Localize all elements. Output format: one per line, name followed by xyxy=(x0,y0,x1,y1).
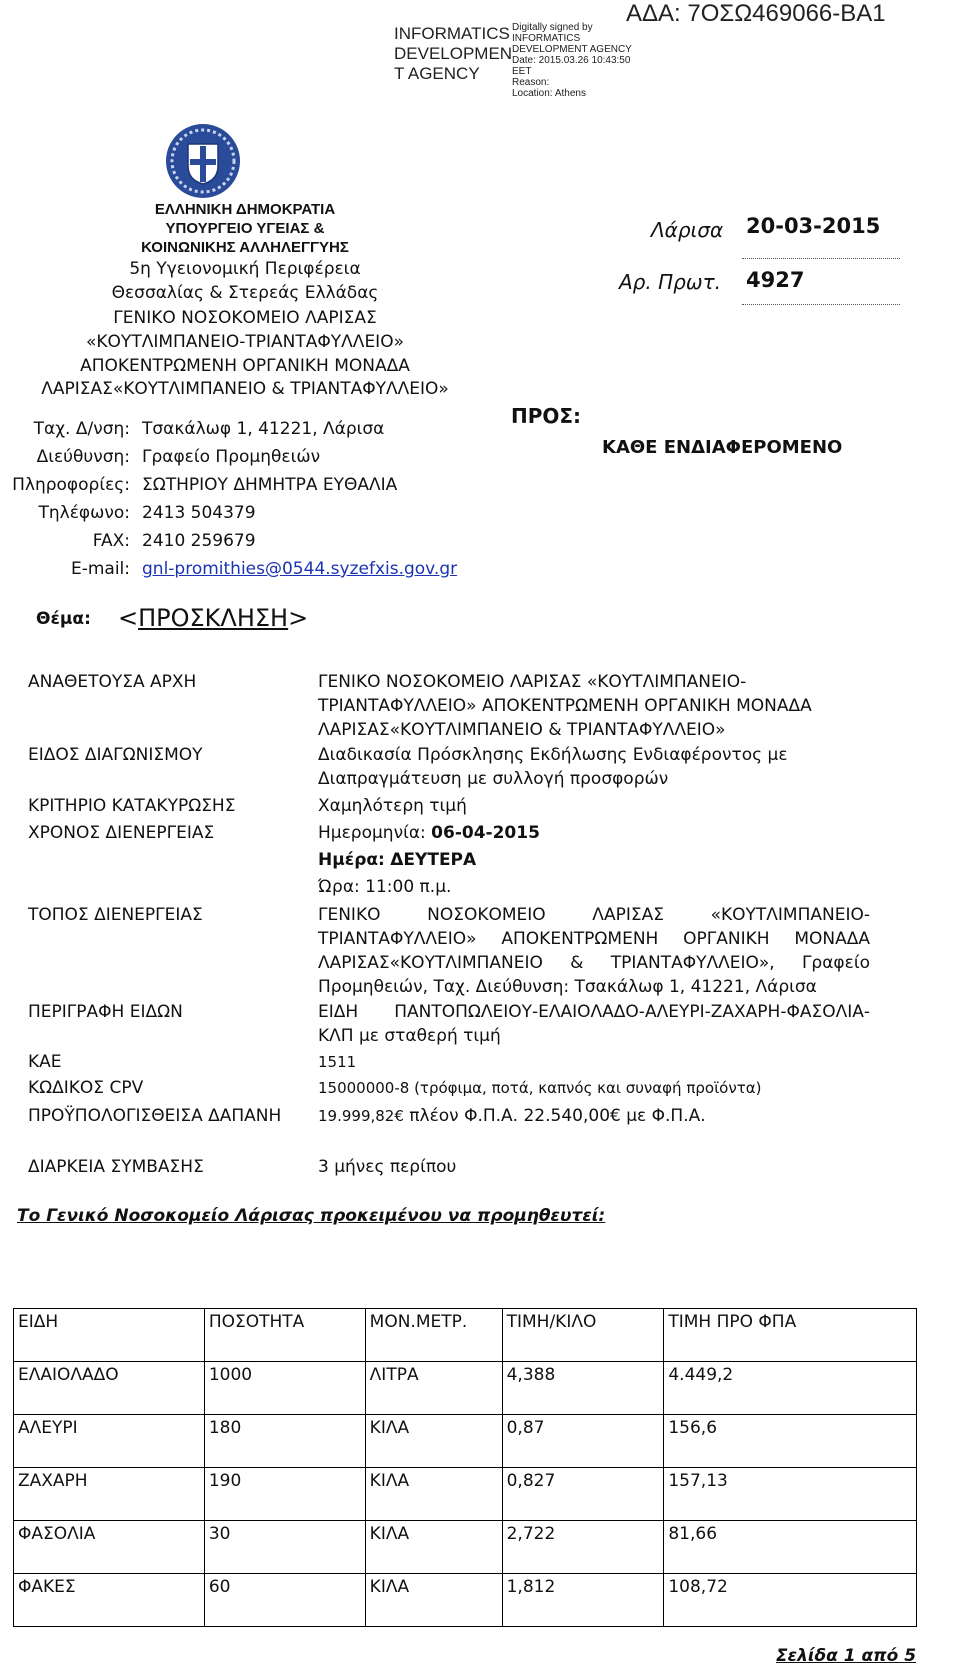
time-date-label: Ημερομηνία: xyxy=(318,823,426,843)
place-label: ΤΟΠΟΣ ΔΙΕΝΕΡΓΕΙΑΣ xyxy=(28,905,203,925)
time-label: ΧΡΟΝΟΣ ΔΙΕΝΕΡΓΕΙΑΣ xyxy=(28,823,215,843)
cell-unit: ΚΙΛΑ xyxy=(365,1574,502,1627)
cell-quantity: 60 xyxy=(204,1574,365,1627)
description-label: ΠΕΡΙΓΡΑΦΗ ΕΙΔΩΝ xyxy=(28,1002,183,1022)
contact-address: Τσακάλωφ 1, 41221, Λάρισα xyxy=(142,419,385,439)
cell-price-per-kilo: 2,722 xyxy=(502,1521,664,1574)
table-header-row xyxy=(14,1309,917,1362)
cell-unit: ΛΙΤΡΑ xyxy=(365,1362,502,1415)
info-row-kae xyxy=(28,1050,908,1074)
cpv-value: 15000000-8 (τρόφιμα, ποτά, καπνός και συναφή προϊόντα) xyxy=(318,1079,762,1097)
time-day: ΔΕΥΤΕΡΑ xyxy=(390,850,477,870)
subject-close-bracket: > xyxy=(288,604,309,632)
cell-price-per-kilo: 0,87 xyxy=(502,1415,664,1468)
authority-value: ΓΕΝΙΚΟ ΝΟΣΟΚΟΜΕΙΟ ΛΑΡΙΣΑΣ «ΚΟΥΤΛΙΜΠΑΝΕΙΟ-ΤΡΙΑΝΤΑΦΥΛΛΕΙΟ» ΑΠΟΚΕΝΤΡΩΜΕΝΗ ΟΡΓΑΝΙΚΗ ΜΟΝΑΔΑ ΛΑΡΙΣΑΣ«ΚΟΥΤΛΙΜΠΑΝΕΙΟ & ΤΡΙΑΝΤΑΦΥΛΛΕΙΟ» xyxy=(318,672,812,740)
items-table xyxy=(13,1308,917,1627)
info-row-criterion xyxy=(28,794,908,818)
cell-quantity: 30 xyxy=(204,1521,365,1574)
header-price-per-kilo: ΤΙΜΗ/ΚΙΛΟ xyxy=(502,1309,664,1362)
city-label: Λάρισα xyxy=(651,218,724,242)
contact-email-link[interactable]: gnl-promithies@0544.syzefxis.gov.gr xyxy=(142,559,458,579)
subject-open-bracket: < xyxy=(118,604,139,632)
header-quantity: ΠΟΣΟΤΗΤΑ xyxy=(204,1309,365,1362)
header-region: 5η Υγειονομική Περιφέρεια xyxy=(129,259,361,279)
contact-phone-label: Τηλέφωνο: xyxy=(38,503,130,523)
table-row xyxy=(14,1574,917,1627)
recipient: ΚΑΘΕ ΕΝΔΙΑΦΕΡΟΜΕΝΟ xyxy=(602,437,843,458)
cell-price-before-vat: 4.449,2 xyxy=(664,1362,917,1415)
cell-item: ΖΑΧΑΡΗ xyxy=(14,1468,205,1521)
budget-value xyxy=(318,1104,898,1128)
cell-price-before-vat: 157,13 xyxy=(664,1468,917,1521)
cell-item: ΦΑΚΕΣ xyxy=(14,1574,205,1627)
info-row-place xyxy=(28,903,908,999)
info-row-description xyxy=(28,1000,908,1048)
header-price-before-vat: ΤΙΜΗ ΠΡΟ ΦΠΑ xyxy=(664,1309,917,1362)
contact-phone: 2413 504379 xyxy=(142,503,256,523)
contact-direction-label: Διεύθυνση: xyxy=(36,447,130,467)
signature-details: Digitally signed by INFORMATICS DEVELOPMENT AGENCY Date: 2015.03.26 10:43:50 EET Reason: Location: Athens xyxy=(512,22,632,99)
budget-gross: πλέον Φ.Π.Α. 22.540,00€ με Φ.Π.Α. xyxy=(409,1106,706,1126)
header-hospital: ΓΕΝΙΚΟ ΝΟΣΟΚΟΜΕΙΟ ΛΑΡΙΣΑΣ xyxy=(113,308,377,328)
budget-net: 19.999,82€ xyxy=(318,1107,404,1125)
type-value: Διαδικασία Πρόσκλησης Εκδήλωσης Ενδιαφέροντος με Διαπραγμάτευση με συλλογή προσφορών xyxy=(318,745,788,789)
contact-address-row xyxy=(0,415,457,443)
cell-item: ΦΑΣΟΛΙΑ xyxy=(14,1521,205,1574)
header-ministry: ΥΠΟΥΡΓΕΙΟ ΥΓΕΙΑΣ & xyxy=(165,220,325,237)
contact-fax-label: FAX: xyxy=(92,531,130,551)
table-row xyxy=(14,1362,917,1415)
duration-label: ΔΙΑΡΚΕΙΑ ΣΥΜΒΑΣΗΣ xyxy=(28,1157,204,1177)
cpv-label: ΚΩΔΙΚΟΣ CPV xyxy=(28,1078,144,1098)
info-row-cpv xyxy=(28,1076,908,1100)
contact-fax: 2410 259679 xyxy=(142,531,256,551)
header-hospital-2: «ΚΟΥΤΛΙΜΠΑΝΕΙΟ-ΤΡΙΑΝΤΑΦΥΛΛΕΙΟ» xyxy=(86,332,404,352)
cell-item: ΑΛΕΥΡΙ xyxy=(14,1415,205,1468)
criterion-label: ΚΡΙΤΗΡΙΟ ΚΑΤΑΚΥΡΩΣΗΣ xyxy=(28,796,236,816)
contact-phone-row xyxy=(0,499,457,527)
table-row xyxy=(14,1415,917,1468)
cell-unit: ΚΙΛΑ xyxy=(365,1415,502,1468)
contact-fax-row xyxy=(0,527,457,555)
contact-address-label: Ταχ. Δ/νση: xyxy=(33,419,130,439)
cell-unit: ΚΙΛΑ xyxy=(365,1468,502,1521)
info-row-type xyxy=(28,743,908,791)
coat-of-arms-emblem xyxy=(164,122,242,200)
header-republic: ΕΛΛΗΝΙΚΗ ΔΗΜΟΚΡΑΤΙΑ xyxy=(154,201,336,218)
authority-label: ΑΝΑΘΕΤΟΥΣΑ ΑΡΧΗ xyxy=(28,672,197,692)
subject-line xyxy=(118,604,308,632)
header-unit: ΜΟΝ.ΜΕΤΡ. xyxy=(365,1309,502,1362)
header-unit-2: ΛΑΡΙΣΑΣ«ΚΟΥΤΛΙΜΠΑΝΕΙΟ & ΤΡΙΑΝΤΑΦΥΛΛΕΙΟ» xyxy=(41,379,449,399)
header-ministry-2: ΚΟΙΝΩΝΙΚΗΣ ΑΛΛΗΛΕΓΓΥΗΣ xyxy=(141,239,349,256)
time-value xyxy=(318,821,898,899)
protocol-number: 4927 xyxy=(742,268,900,305)
table-row xyxy=(14,1468,917,1521)
cell-price-before-vat: 156,6 xyxy=(664,1415,917,1468)
description-value: ΕΙΔΗ ΠΑΝΤΟΠΩΛΕΙΟΥ-ΕΛΑΙΟΛΑΔΟ-ΑΛΕΥΡΙ-ΖΑΧΑΡΗ-ΦΑΣΟΛΙΑ-ΚΛΠ με σταθερή τιμή xyxy=(318,1002,870,1046)
cell-quantity: 180 xyxy=(204,1415,365,1468)
header-unit: ΑΠΟΚΕΝΤΡΩΜΕΝΗ ΟΡΓΑΝΙΚΗ ΜΟΝΑΔΑ xyxy=(80,356,410,376)
intro-text: Το Γενικό Νοσοκομείο Λάρισας προκειμένου να προμηθευτεί: xyxy=(17,1206,606,1226)
protocol-label: Αρ. Πρωτ. xyxy=(619,270,721,294)
place-value: ΓΕΝΙΚΟ ΝΟΣΟΚΟΜΕΙΟ ΛΑΡΙΣΑΣ «ΚΟΥΤΛΙΜΠΑΝΕΙΟ-ΤΡΙΑΝΤΑΦΥΛΛΕΙΟ» ΑΠΟΚΕΝΤΡΩΜΕΝΗ ΟΡΓΑΝΙΚΗ ΜΟΝΑΔΑ ΛΑΡΙΣΑΣ«ΚΟΥΤΛΙΜΠΑΝΕΙΟ & ΤΡΙΑΝΤΑΦΥΛΛΕΙΟ», Γραφείο Προμηθειών, Ταχ. Διεύθυνση: Τσακάλωφ 1, 41221, Λάρισα xyxy=(318,905,870,997)
cell-unit: ΚΙΛΑ xyxy=(365,1521,502,1574)
criterion-value: Χαμηλότερη τιμή xyxy=(318,796,467,816)
contact-email-label: E-mail: xyxy=(70,559,130,579)
info-row-duration xyxy=(28,1155,908,1179)
kae-label: ΚΑΕ xyxy=(28,1052,62,1072)
info-row-authority xyxy=(28,670,908,742)
time-hour: Ώρα: 11:00 π.μ. xyxy=(318,877,452,897)
header-items: ΕΙΔΗ xyxy=(14,1309,205,1362)
cell-quantity: 190 xyxy=(204,1468,365,1521)
info-row-time xyxy=(28,821,908,897)
kae-value: 1511 xyxy=(318,1053,357,1071)
table-row xyxy=(14,1521,917,1574)
contact-info: ΣΩΤΗΡΙΟΥ ΔΗΜΗΤΡΑ ΕΥΘΑΛΙΑ xyxy=(142,475,398,495)
time-date: 06-04-2015 xyxy=(431,823,540,843)
contact-info-row xyxy=(0,471,457,499)
info-row-budget xyxy=(28,1104,908,1152)
document-date: 20-03-2015 xyxy=(742,214,900,259)
contact-info-label: Πληροφορίες: xyxy=(12,475,130,495)
cell-price-before-vat: 108,72 xyxy=(664,1574,917,1627)
cell-price-per-kilo: 4,388 xyxy=(502,1362,664,1415)
time-day-label: Ημέρα: xyxy=(318,850,385,870)
signature-title: INFORMATICS DEVELOPMEN T AGENCY xyxy=(394,24,513,83)
ada-code: ΑΔΑ: 7ΟΣΩ469066-ΒΑ1 xyxy=(626,0,886,27)
duration-value: 3 μήνες περίπου xyxy=(318,1157,457,1177)
contact-direction-row xyxy=(0,443,457,471)
contact-block xyxy=(0,415,457,583)
subject-value: ΠΡΟΣΚΛΗΣΗ xyxy=(138,604,289,632)
cell-item: ΕΛΑΙΟΛΑΔΟ xyxy=(14,1362,205,1415)
to-label: ΠΡΟΣ: xyxy=(511,404,582,428)
budget-label: ΠΡΟΫΠΟΛΟΓΙΣΘΕΙΣΑ ΔΑΠΑΝΗ xyxy=(28,1106,282,1126)
header-region-2: Θεσσαλίας & Στερεάς Ελλάδας xyxy=(111,283,379,303)
type-label: ΕΙΔΟΣ ΔΙΑΓΩΝΙΣΜΟΥ xyxy=(28,745,203,765)
contact-direction: Γραφείο Προμηθειών xyxy=(142,447,321,467)
subject-label: Θέμα: xyxy=(36,609,91,629)
contact-email-row xyxy=(0,555,457,583)
cell-quantity: 1000 xyxy=(204,1362,365,1415)
cell-price-per-kilo: 0,827 xyxy=(502,1468,664,1521)
cell-price-per-kilo: 1,812 xyxy=(502,1574,664,1627)
page-number: Σελίδα 1 από 5 xyxy=(776,1646,917,1666)
cell-price-before-vat: 81,66 xyxy=(664,1521,917,1574)
